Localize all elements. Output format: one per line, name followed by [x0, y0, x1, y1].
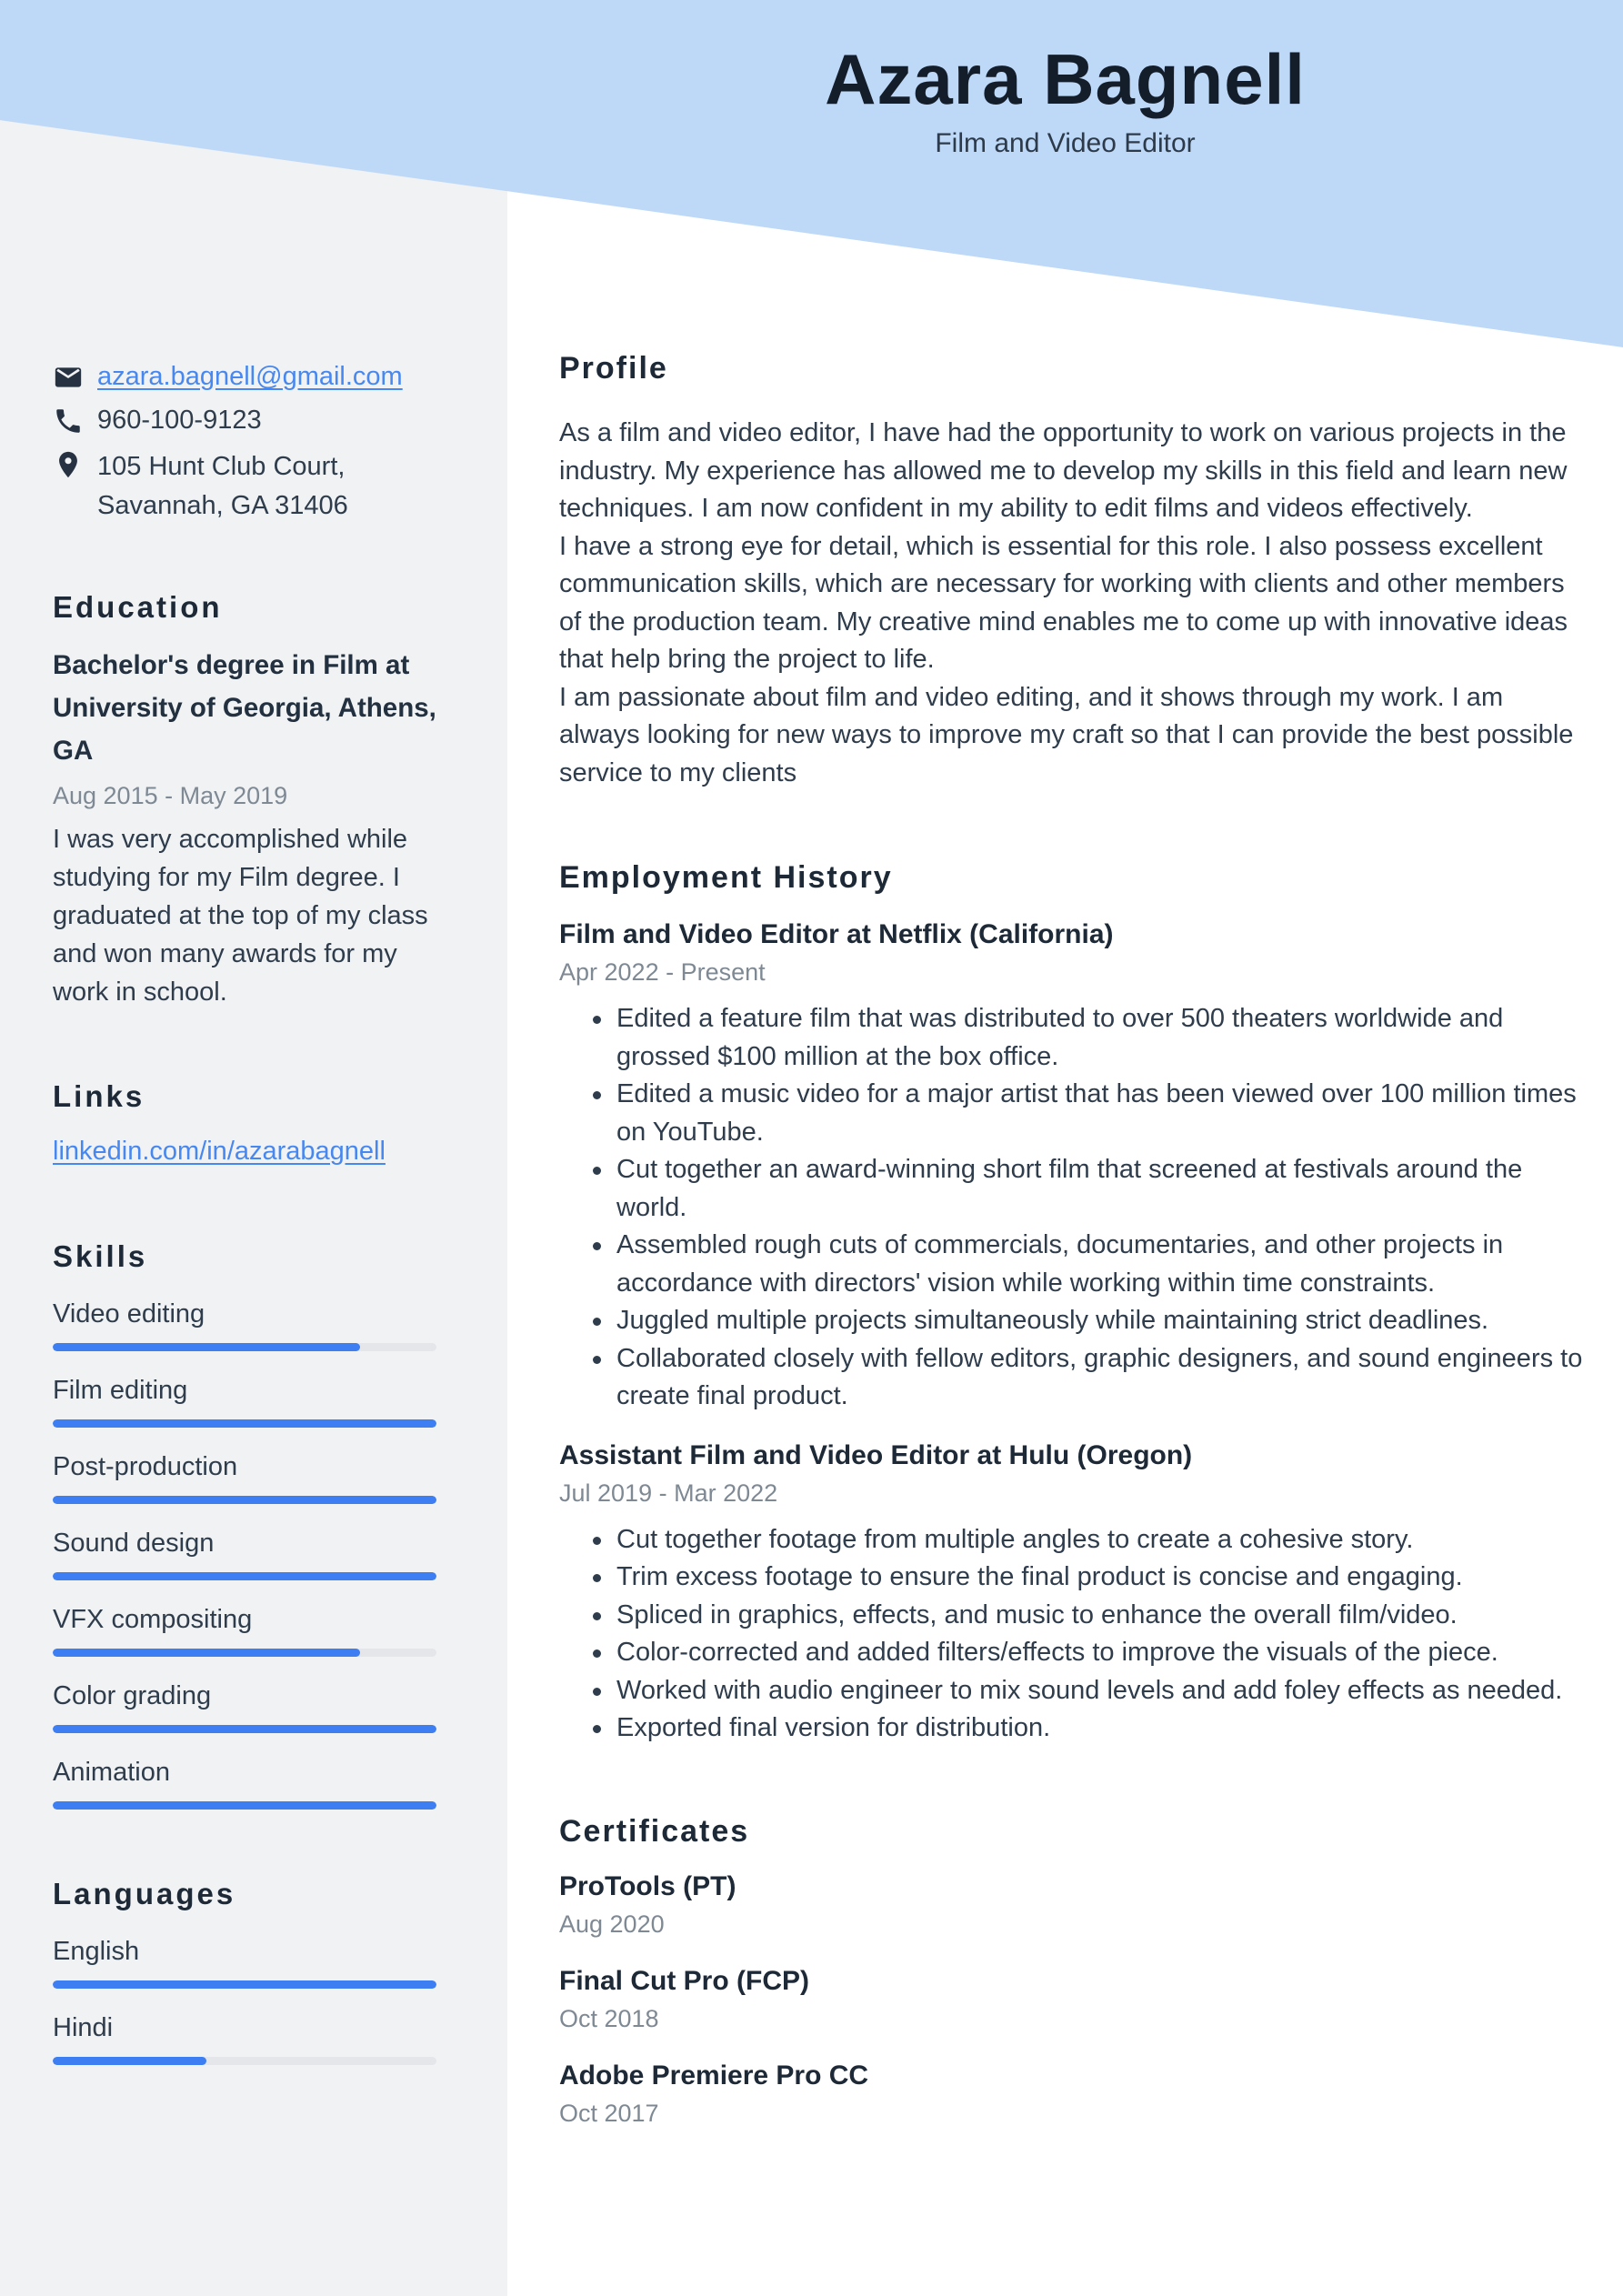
certificate-entry	[559, 1870, 1587, 1940]
certificate-entry	[559, 2060, 1587, 2129]
certificate-date: Oct 2017	[559, 2099, 659, 2127]
certificates-list	[559, 1870, 1587, 2129]
meter-track	[53, 1649, 436, 1657]
meter-fill	[53, 1343, 360, 1351]
job-bullet: Edited a music video for a major artist that has been viewed over 100 million times on YouTube.	[559, 1076, 1587, 1151]
job-title: Assistant Film and Video Editor at Hulu (Oregon)	[559, 1439, 1193, 1470]
profile-paragraph: I have a strong eye for detail, which is essential for this role. I also possess excellent communication skills, which are necessary for working with clients and other members of the production team. My creative mind enables me to come up with innovative ideas that help bring the project to life.	[559, 531, 1568, 674]
job-bullet: Exported final version for distribution.	[559, 1709, 1587, 1748]
contact-row-email	[53, 360, 456, 394]
linkedin-link[interactable]: linkedin.com/in/azarabagnell	[53, 1137, 386, 1166]
meter-fill	[53, 1725, 436, 1733]
education-heading: Education	[53, 590, 223, 624]
profile-paragraph: I am passionate about film and video editing, and it shows through my work. I am always looking for new ways to improve my craft so that I can provide the best possible service to my clients	[559, 682, 1574, 787]
meter-track	[53, 1980, 436, 1989]
meter-label: Post-production	[53, 1452, 238, 1481]
meter-track	[53, 1801, 436, 1810]
meter-row	[53, 1528, 456, 1580]
contact-block	[53, 360, 456, 526]
meter-fill	[53, 1980, 436, 1989]
job-dates: Apr 2022 - Present	[559, 958, 766, 986]
skills-list	[53, 1298, 456, 1810]
certificate-name: Final Cut Pro (FCP)	[559, 1965, 809, 1996]
meter-row	[53, 1604, 456, 1657]
links-heading: Links	[53, 1079, 145, 1113]
contact-address	[97, 447, 348, 526]
meter-row	[53, 1375, 456, 1428]
meter-row	[53, 1298, 456, 1351]
meter-label: Sound design	[53, 1529, 215, 1558]
meter-fill	[53, 1496, 436, 1504]
meter-label: Film editing	[53, 1376, 188, 1405]
meter-fill	[53, 1649, 360, 1657]
education-dates: Aug 2015 - May 2019	[53, 782, 288, 809]
certificate-name: Adobe Premiere Pro CC	[559, 2060, 869, 2090]
meter-track	[53, 2057, 436, 2065]
main-content	[559, 0, 1587, 2129]
address-line-2: Savannah, GA 31406	[97, 491, 348, 520]
person-job-title: Film and Video Editor	[935, 128, 1196, 158]
job-title: Film and Video Editor at Netflix (California)	[559, 919, 1114, 949]
header	[507, 38, 1623, 159]
profile-paragraph: As a film and video editor, I have had the opportunity to work on various projects in the industry. My experience has allowed me to develop my skills in this field and learn new techniques. I am now confident in my ability to edit films and videos effectively.	[559, 418, 1568, 523]
job-bullets	[559, 1521, 1587, 1748]
education-degree: Bachelor's degree in Film at University of Georgia, Athens, GA	[53, 650, 436, 766]
profile-paragraphs	[559, 415, 1587, 792]
job-bullet: Color-corrected and added filters/effects to improve the visuals of the piece.	[559, 1634, 1587, 1672]
map-pin-icon	[53, 449, 84, 480]
meter-label: English	[53, 1937, 140, 1966]
job-bullet: Spliced in graphics, effects, and music to enhance the overall film/video.	[559, 1597, 1587, 1635]
skills-heading: Skills	[53, 1239, 148, 1273]
sidebar	[0, 0, 507, 2296]
profile-heading: Profile	[559, 351, 668, 386]
contact-row-address	[53, 447, 456, 526]
certificate-entry	[559, 1965, 1587, 2034]
meter-label: Color grading	[53, 1681, 212, 1710]
job-bullet: Worked with audio engineer to mix sound levels and add foley effects as needed.	[559, 1672, 1587, 1710]
meter-track	[53, 1343, 436, 1351]
languages-list	[53, 1936, 456, 2065]
contact-phone: 960-100-9123	[97, 406, 262, 435]
links-list	[53, 1135, 456, 1168]
address-line-1: 105 Hunt Club Court,	[97, 452, 346, 481]
job-bullet: Trim excess footage to ensure the final product is concise and engaging.	[559, 1559, 1587, 1597]
meter-fill	[53, 2057, 206, 2065]
certificate-name: ProTools (PT)	[559, 1870, 736, 1901]
meter-track	[53, 1572, 436, 1580]
meter-row	[53, 2012, 456, 2065]
employment-heading: Employment History	[559, 860, 893, 895]
meter-track	[53, 1725, 436, 1733]
meter-label: VFX compositing	[53, 1605, 253, 1634]
meter-label: Video editing	[53, 1299, 205, 1328]
meter-row	[53, 1451, 456, 1504]
meter-fill	[53, 1801, 436, 1810]
certificate-date: Oct 2018	[559, 2004, 659, 2032]
meter-row	[53, 1680, 456, 1733]
meter-fill	[53, 1572, 436, 1580]
contact-row-phone	[53, 404, 456, 437]
job-bullets	[559, 1000, 1587, 1416]
phone-icon	[53, 406, 84, 436]
job-bullet: Cut together an award-winning short film that screened at festivals around the world.	[559, 1151, 1587, 1227]
job-dates: Jul 2019 - Mar 2022	[559, 1479, 778, 1507]
person-name: Azara Bagnell	[825, 39, 1306, 119]
meter-fill	[53, 1419, 436, 1428]
education-description: I was very accomplished while studying for my Film degree. I graduated at the top of my class and won many awards for my work in school.	[53, 825, 428, 1007]
meter-row	[53, 1936, 456, 1989]
jobs-list	[559, 918, 1587, 1748]
contact-email	[97, 360, 403, 394]
job-bullet: Collaborated closely with fellow editors, graphic designers, and sound engineers to create final product.	[559, 1340, 1587, 1416]
meter-track	[53, 1419, 436, 1428]
languages-heading: Languages	[53, 1877, 236, 1910]
envelope-icon	[53, 362, 84, 393]
meter-label: Animation	[53, 1758, 170, 1787]
job-entry	[559, 918, 1587, 1416]
job-bullet: Cut together footage from multiple angles to create a cohesive story.	[559, 1521, 1587, 1559]
job-bullet: Edited a feature film that was distributed to over 500 theaters worldwide and grossed $100 million at the box office.	[559, 1000, 1587, 1076]
job-bullet: Assembled rough cuts of commercials, documentaries, and other projects in accordance with directors' vision while working within time constraints.	[559, 1227, 1587, 1302]
certificates-heading: Certificates	[559, 1813, 750, 1849]
email-link[interactable]: azara.bagnell@gmail.com	[97, 362, 403, 391]
meter-track	[53, 1496, 436, 1504]
job-entry	[559, 1439, 1587, 1748]
job-bullet: Juggled multiple projects simultaneously while maintaining strict deadlines.	[559, 1302, 1587, 1340]
certificate-date: Aug 2020	[559, 1910, 665, 1938]
meter-label: Hindi	[53, 2013, 114, 2042]
meter-row	[53, 1757, 456, 1810]
